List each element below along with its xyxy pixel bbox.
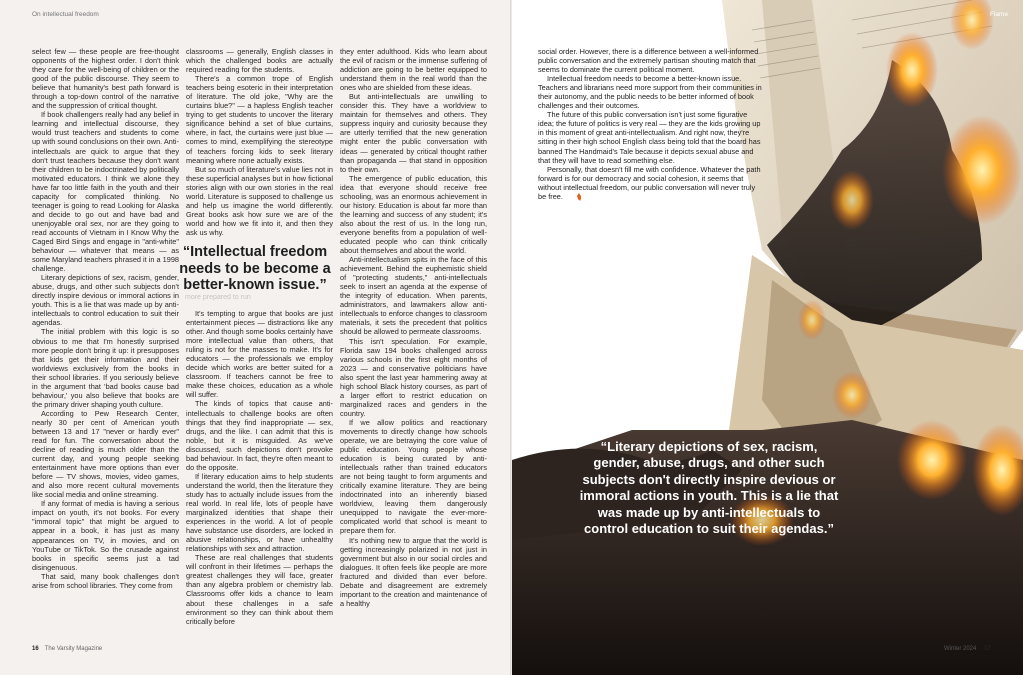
paragraph: Intellectual freedom needs to become a better-known issue. Teachers and librarians need more support from their communities in their autonomy, and the public needs to be better informed of book challenges and their outcomes. (538, 74, 762, 111)
article-column-3 (340, 47, 487, 608)
page-number-right: 17 (984, 646, 991, 652)
paragraph: But so much of literature's value lies not in these superficial analyses but in how fictional stories align with our own stories in the real world. Literature is supposed to challenge us and help us imagine the world differently. Great books ask how sure we are of the world and how we fit into it, and then they ask us why. (186, 164, 333, 237)
paragraph: That said, many book challenges don't arise from school libraries. They come from (32, 571, 179, 590)
pull-quote-left: “Intellectual freedom needs to be become a better-known issue.” (179, 244, 331, 293)
article-column-1 (32, 47, 179, 590)
ghost-text: more prepared to run (185, 294, 251, 301)
article-column-2-bottom (186, 309, 333, 626)
article-column-4 (538, 47, 764, 201)
paragraph: If book challengers really had any belief in learning and intellectual discourse, they would trust teachers and students to come up with sound conclusions on their own. Anti-intellectuals are quick to argue that they don't trust teachers because they don't want their children to be indoctrinated by politically motivated educators. I think we alone they have far too little faith in the youth and their capacity for complicated thinking. No teenager is going to read Looking for Alaska and decide to go out and have bad and unenjoyable oral sex, nor are they going to read accounts of Vietnam in I Know Why the Caged Bird Sings and engage in "anti-white" behaviour — whatever that means — as some Maryland teachers phrased it in a 1998 challenge. (32, 110, 179, 274)
paragraph: select few — these people are free-thought opponents of the highest order. I don't think they care for the well-being of children or the good of the public discourse. They seem to believe that humanity's best path forward is through a top-down control of the narrative and the suppression of critical thought. (32, 47, 179, 111)
paragraph: But anti-intellectuals are unwilling to consider this. They have a worldview to maintain for themselves and others. They suppress inquiry and curiosity because they are utterly terrified that the new generation might enter the public conversation with ideas — generated by critical thought rather than propaganda — that stand in opposition to their own. (340, 92, 487, 174)
paragraph: These are real challenges that students will confront in their lifetimes — perhaps the greatest challenges they will face, greater than any algebra problem or chemistry lab. Classrooms offer kids a chance to learn about these challenges in a safe environment so they can think about them critically before (186, 553, 333, 626)
paragraph: If literary education aims to help students understand the world, then the literature they study has to actually include issues from the real world. In real life, lots of people have marginalized identities that shape their experiences in the world. A lot of people have substance use disorders, are locked in abusive relationships, or have unhealthy relationships with sex and attraction. (186, 471, 333, 554)
flame-end-icon (566, 193, 574, 201)
paragraph: social order. However, there is a difference between a well-informed public conversation and the extremely partisan shouting match that seems to dominate the current political moment. (538, 47, 759, 75)
paragraph: There's a common trope of English teachers being esoteric in their interpretation of literature. The old joke, "Why are the curtains blue?" — a hapless English teacher trying to get students to uncover the literary significance behind a set of blue curtains, where, in fact, the curtains were just blue — comes to mind, exemplifying the stereotype of teachers forcing kids to seek literary meaning where none actually exists. (186, 74, 333, 165)
paragraph: This isn't speculation. For example, Florida saw 194 books challenged across various schools in the first eight months of 2023 — and conservative politicians have also spent the last year hammering away at high school Black history courses, as part of a larger effort to restrict education on marginalized races and genders in the country. (340, 336, 487, 418)
paragraph: The kinds of topics that cause anti-intellectuals to challenge books are often things that they find inappropriate — sex, drugs, and the like. I can admit that this is noble, but it is misguided. As we've discussed, such depictions don't provoke bad behaviour. In fact, they're often meant to do the opposite. (186, 399, 333, 472)
issue-label: Winter 2024 (944, 646, 977, 652)
paragraph: they enter adulthood. Kids who learn about the evil of racism or the immense suffering of addiction are going to be better equipped to understand them in the real world than the ones who are shielded from these ideas. (340, 47, 487, 93)
paragraph: Literary depictions of sex, racism, gender, abuse, drugs, and other such subjects don't directly inspire devious or immoral actions in youth. This is a lie that was made up by anti-intellectuals to control education to suit their agendas. (32, 273, 179, 328)
paragraph: According to Pew Research Center, nearly 30 per cent of American youth between 13 and 17 "never or hardly ever" read for fun. The conversation about the decline of reading is much older than the current day, and young people seeking entertainment have more options than ever before — TV shows, movies, video games, and also more recent cultural movements like social media and online streaming. (32, 408, 179, 500)
paragraph: If any format of media is having a serious impact on youth, it's not books. For every "immoral topic" that might be argued to appear in a book, it has just as many appearances on TV, in movies, and on YouTube or TikTok. So the crusade against books in specific seems just a tad disingenuous. (32, 499, 179, 572)
folio-left (32, 646, 102, 652)
paragraph: The initial problem with this logic is so obvious to me that I'm honestly surprised more people don't bring it up: it presupposes that kids get their information and their worldviews exclusively from the books in their school libraries. If you seriously believe in the argument that 'bad books cause bad behaviour,' you also believe that books are the primary driver shaping youth culture. (32, 327, 179, 409)
paragraph: Anti-intellectualism spits in the face of this achievement. Behind the euphemistic shield of "protecting students," anti-intellectuals seek to insert an agenda at the expense of the integrity of education. When parents, administrators, and lawmakers allow anti-intellectuals to enforce changes to classroom materials, it sets the precedent that politics should be allowed to permeate classrooms. (340, 255, 487, 337)
publication-name: The Varsity Magazine (44, 646, 103, 652)
pull-quote-right: “Literary depictions of sex, racism, gender, abuse, drugs, and other such subjects don't directly inspire devious or immoral actions in youth. This is a lie that was made up by anti-intellectuals to control education to suit their agendas.” (579, 439, 839, 537)
paragraph: It's nothing new to argue that the world is getting increasingly polarized in not just in government but also in our social circles and dialogues. It often feels like people are more fractured and divided than ever before. Debate and disagreement are extremely important to the creation and maintenance of a healthy (340, 535, 487, 608)
right-page (512, 0, 1023, 675)
running-head-right: Flame (990, 11, 1009, 18)
folio-right (944, 646, 997, 652)
paragraph: If we allow politics and reactionary movements to directly change how schools operate, we are betraying the core value of public education. Young people whose education is being curated by anti-intellectuals rather than trained educators are not being taught to form arguments and critically examine literature. They are being indoctrinated into an inherently biased worldview, leaving them dangerously unequipped to navigate the ever-more-complicated world that school is meant to prepare them for. (340, 417, 487, 536)
left-page (0, 0, 511, 675)
paragraph: It's tempting to argue that books are just entertainment pieces — distractions like any other. And though some books certainly have more intellectual value than others, that ruling is not for the masses to make. It's for educators — the professionals we employ decide which works are better suited for a classroom. If teachers cannot be free to make these choices, education as a whole will suffer. (186, 309, 333, 400)
paragraph: Personally, that doesn't fill me with confidence. Whatever the path forward is for our democracy and social cohesion, it seems that without intellectual freedom, our public conversation will never truly be free. (538, 164, 761, 201)
paragraph: The future of this public conversation isn't just some figurative idea; the future of politics is very real — they are the kids growing up in this moment of great anti-intellectualism. And right now, they're sitting in their high school English class being told that the board has banned The Handmaid's Tale because it depicts sexual abuse and that they will have to read something else. (538, 110, 761, 165)
page-number-left: 16 (32, 646, 39, 652)
running-head-left: On intellectual freedom (32, 11, 99, 18)
article-column-2-top (186, 47, 333, 237)
paragraph: classrooms — generally, English classes in which the challenged books are actually required reading for the students. (186, 47, 333, 75)
paragraph: The emergence of public education, this idea that everyone should receive free schooling, was an enormous achievement in our history. Education is about far more than the learning and success of any student; it's also about the rest of us. In the long run, everyone benefits from a population of well-educated people who can think critically about themselves and about the world. (340, 173, 487, 256)
